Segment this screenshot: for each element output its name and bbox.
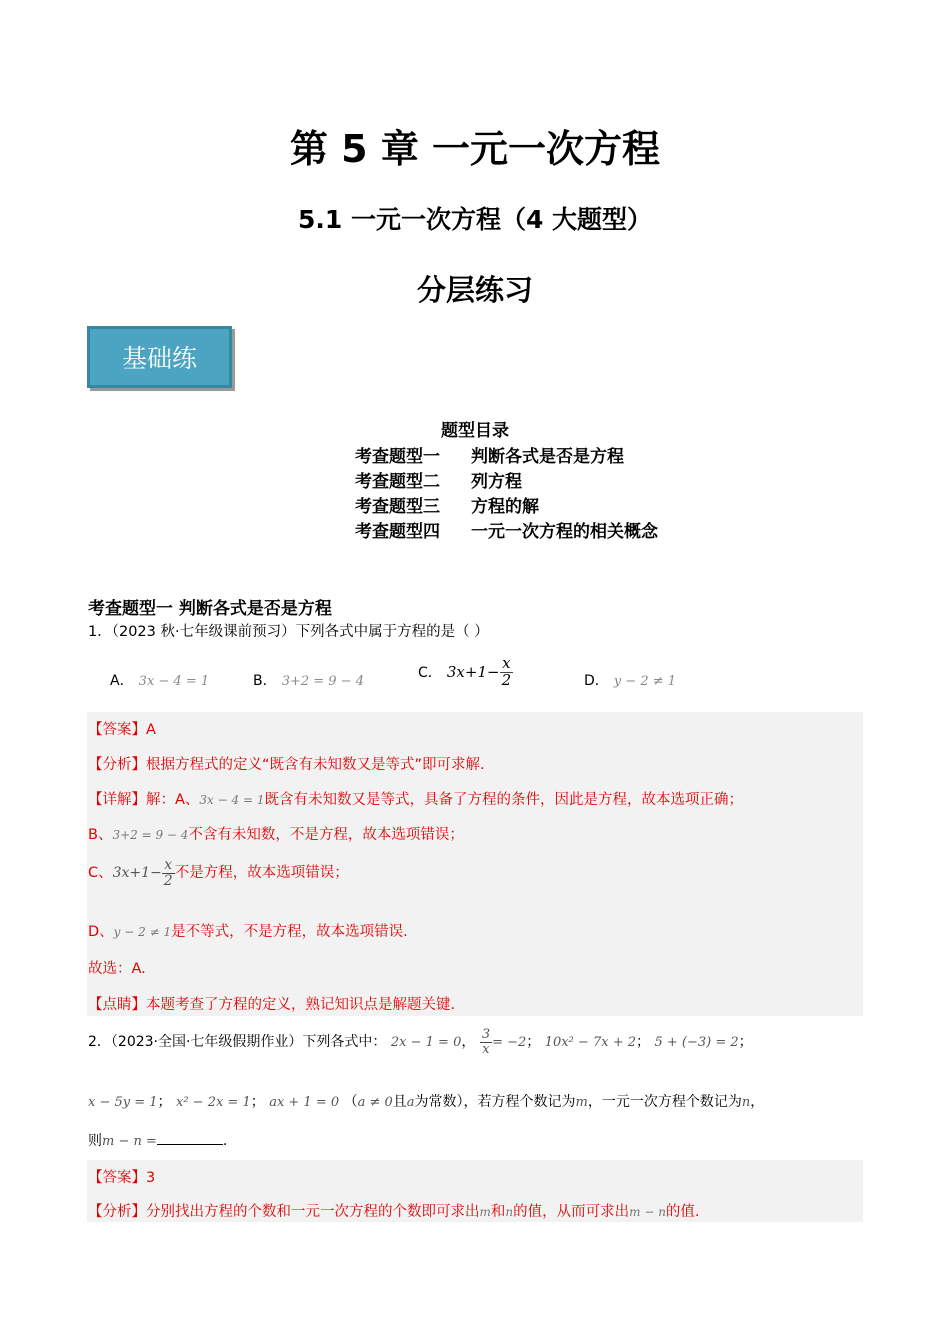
analysis-2-and: 和 bbox=[490, 1204, 506, 1220]
detail-b bbox=[88, 823, 464, 844]
detail-c-text: 不是方程，故本选项错误； bbox=[174, 865, 349, 882]
expr-7: ax + 1 = 0 bbox=[269, 1095, 340, 1110]
detail-d-expr: y − 2 ≠ 1 bbox=[113, 925, 172, 939]
detail-d-text: 是不等式，不是方程，故本选项错误. bbox=[171, 924, 408, 940]
toc-item-text: 一元一次方程的相关概念 bbox=[471, 522, 658, 542]
choice-1: 故选：A. bbox=[88, 961, 146, 977]
toc-item-key: 考查题型二 bbox=[355, 472, 440, 492]
condition-mid: ，一元一次方程个数记为 bbox=[587, 1094, 742, 1110]
fraction-numerator: x bbox=[162, 858, 175, 874]
detail-b-expr: 3+2 = 9 − 4 bbox=[112, 828, 189, 842]
comma: ， bbox=[750, 1094, 765, 1110]
toc-item-text: 方程的解 bbox=[471, 497, 539, 517]
option-label: B． bbox=[253, 673, 277, 689]
analysis-2-m: m bbox=[479, 1205, 491, 1219]
question-2-line-2 bbox=[88, 1091, 764, 1111]
detail-a-text: 既含有未知数又是等式，具备了方程的条件，因此是方程，故本选项正确； bbox=[264, 792, 743, 808]
detail-b-label: B、 bbox=[88, 827, 113, 843]
separator: ， bbox=[461, 1034, 476, 1051]
condition-a2: a bbox=[406, 1095, 415, 1110]
toc-item-text: 列方程 bbox=[471, 472, 522, 492]
section-title: 5.1 一元一次方程（4 大题型） bbox=[297, 205, 653, 234]
toc-item-text: 判断各式是否是方程 bbox=[471, 447, 624, 467]
option-a[interactable] bbox=[110, 670, 209, 690]
analysis-1: 【分析】根据方程式的定义“既含有未知数又是等式”即可求解. bbox=[88, 757, 485, 773]
toc-item[interactable] bbox=[355, 467, 522, 492]
answer-1: 【答案】A bbox=[88, 722, 156, 738]
level-badge: 基础练 bbox=[87, 326, 232, 388]
expr-6: x² − 2x = 1 bbox=[176, 1095, 251, 1110]
expr-3: 10x² − 7x + 2 bbox=[544, 1035, 637, 1051]
option-label: A． bbox=[110, 673, 134, 689]
condition-and: 且 bbox=[392, 1094, 407, 1110]
expr-4: 5 + (−3) = 2 bbox=[654, 1035, 739, 1051]
toc-heading: 题型目录 bbox=[441, 421, 509, 441]
separator: ； bbox=[157, 1094, 172, 1110]
fraction-denominator: 2 bbox=[163, 872, 173, 889]
condition-open: （ bbox=[343, 1094, 358, 1110]
question-2-line-1 bbox=[88, 1028, 753, 1056]
separator: ； bbox=[636, 1034, 651, 1051]
expr-5: x − 5y = 1 bbox=[88, 1095, 158, 1110]
analysis-2-pre: 【分析】分别找出方程的个数和一元一次方程的个数即可求出 bbox=[88, 1204, 480, 1220]
condition-rest: 为常数），若方程个数记为 bbox=[414, 1094, 576, 1110]
separator: ； bbox=[738, 1034, 753, 1051]
condition-a: a ≠ 0 bbox=[357, 1095, 393, 1110]
answer-2: 【答案】3 bbox=[88, 1170, 156, 1186]
toc-item[interactable] bbox=[355, 492, 539, 517]
period: . bbox=[222, 1133, 228, 1149]
toc-item-key: 考查题型一 bbox=[355, 447, 440, 467]
analysis-2-end: 的值. bbox=[665, 1204, 700, 1220]
expr-2-fraction bbox=[480, 1028, 492, 1056]
toc-item[interactable] bbox=[355, 442, 624, 467]
question-2-line-3 bbox=[88, 1130, 227, 1150]
option-label: D． bbox=[584, 673, 609, 689]
expr-1: 2x − 1 = 0 bbox=[390, 1035, 462, 1051]
option-b[interactable] bbox=[253, 670, 364, 690]
option-expr: 3+2 = 9 − 4 bbox=[281, 674, 364, 689]
detail-b-text: 不含有未知数，不是方程，故本选项错误； bbox=[188, 827, 464, 843]
analysis-2-mid: 的值，从而可求出 bbox=[513, 1204, 630, 1220]
question-1-stem: 1．（2023 秋·七年级课前预习）下列各式中属于方程的是（ ） bbox=[88, 624, 489, 640]
option-label: C． bbox=[418, 664, 442, 681]
detail-c-fraction bbox=[162, 858, 175, 888]
sub-title: 分层练习 bbox=[416, 273, 533, 307]
fraction-denominator: 2 bbox=[501, 670, 512, 689]
comment-1: 【点睛】本题考查了方程的定义，熟记知识点是解题关键. bbox=[88, 997, 456, 1013]
detail-d-label: D、 bbox=[88, 924, 114, 940]
detail-d bbox=[88, 920, 408, 941]
detail-c bbox=[88, 858, 349, 888]
option-c[interactable] bbox=[418, 656, 513, 689]
option-expr: y − 2 ≠ 1 bbox=[613, 674, 677, 689]
fraction-denominator: x bbox=[482, 1041, 490, 1057]
fraction-numerator: x bbox=[500, 656, 514, 673]
detail-a bbox=[88, 788, 743, 809]
answer-blank[interactable] bbox=[157, 1130, 223, 1145]
option-fraction bbox=[500, 656, 514, 689]
toc-item[interactable] bbox=[355, 517, 658, 542]
analysis-2-n: n bbox=[505, 1205, 514, 1219]
section-heading: 考查题型一 判断各式是否是方程 bbox=[88, 599, 332, 619]
var-m: m bbox=[575, 1095, 588, 1110]
option-expr: 3x − 4 = 1 bbox=[138, 674, 210, 689]
then-label: 则 bbox=[88, 1133, 102, 1149]
chapter-title: 第 5 章 一元一次方程 bbox=[289, 127, 661, 171]
expr-m-minus-n: m − n = bbox=[102, 1134, 157, 1149]
toc-item-key: 考查题型四 bbox=[355, 522, 440, 542]
option-d[interactable] bbox=[584, 670, 676, 690]
detail-c-label: C、 bbox=[88, 865, 113, 882]
fraction-numerator: 3 bbox=[481, 1027, 491, 1042]
question-2-stem: 2．（2023·全国·七年级假期作业）下列各式中： bbox=[88, 1034, 387, 1051]
separator: ； bbox=[526, 1034, 541, 1051]
var-n: n bbox=[741, 1095, 751, 1110]
option-expr: 3x+1− bbox=[446, 662, 500, 681]
analysis-2-mn: m − n bbox=[629, 1205, 666, 1219]
detail-label: 【详解】解：A、 bbox=[88, 792, 200, 808]
toc-item-key: 考查题型三 bbox=[355, 497, 440, 517]
expr-2-rhs: = −2 bbox=[492, 1035, 527, 1051]
detail-c-expr: 3x+1− bbox=[112, 865, 162, 882]
analysis-2 bbox=[88, 1200, 700, 1221]
detail-a-expr: 3x − 4 = 1 bbox=[199, 793, 265, 807]
separator: ； bbox=[250, 1094, 265, 1110]
